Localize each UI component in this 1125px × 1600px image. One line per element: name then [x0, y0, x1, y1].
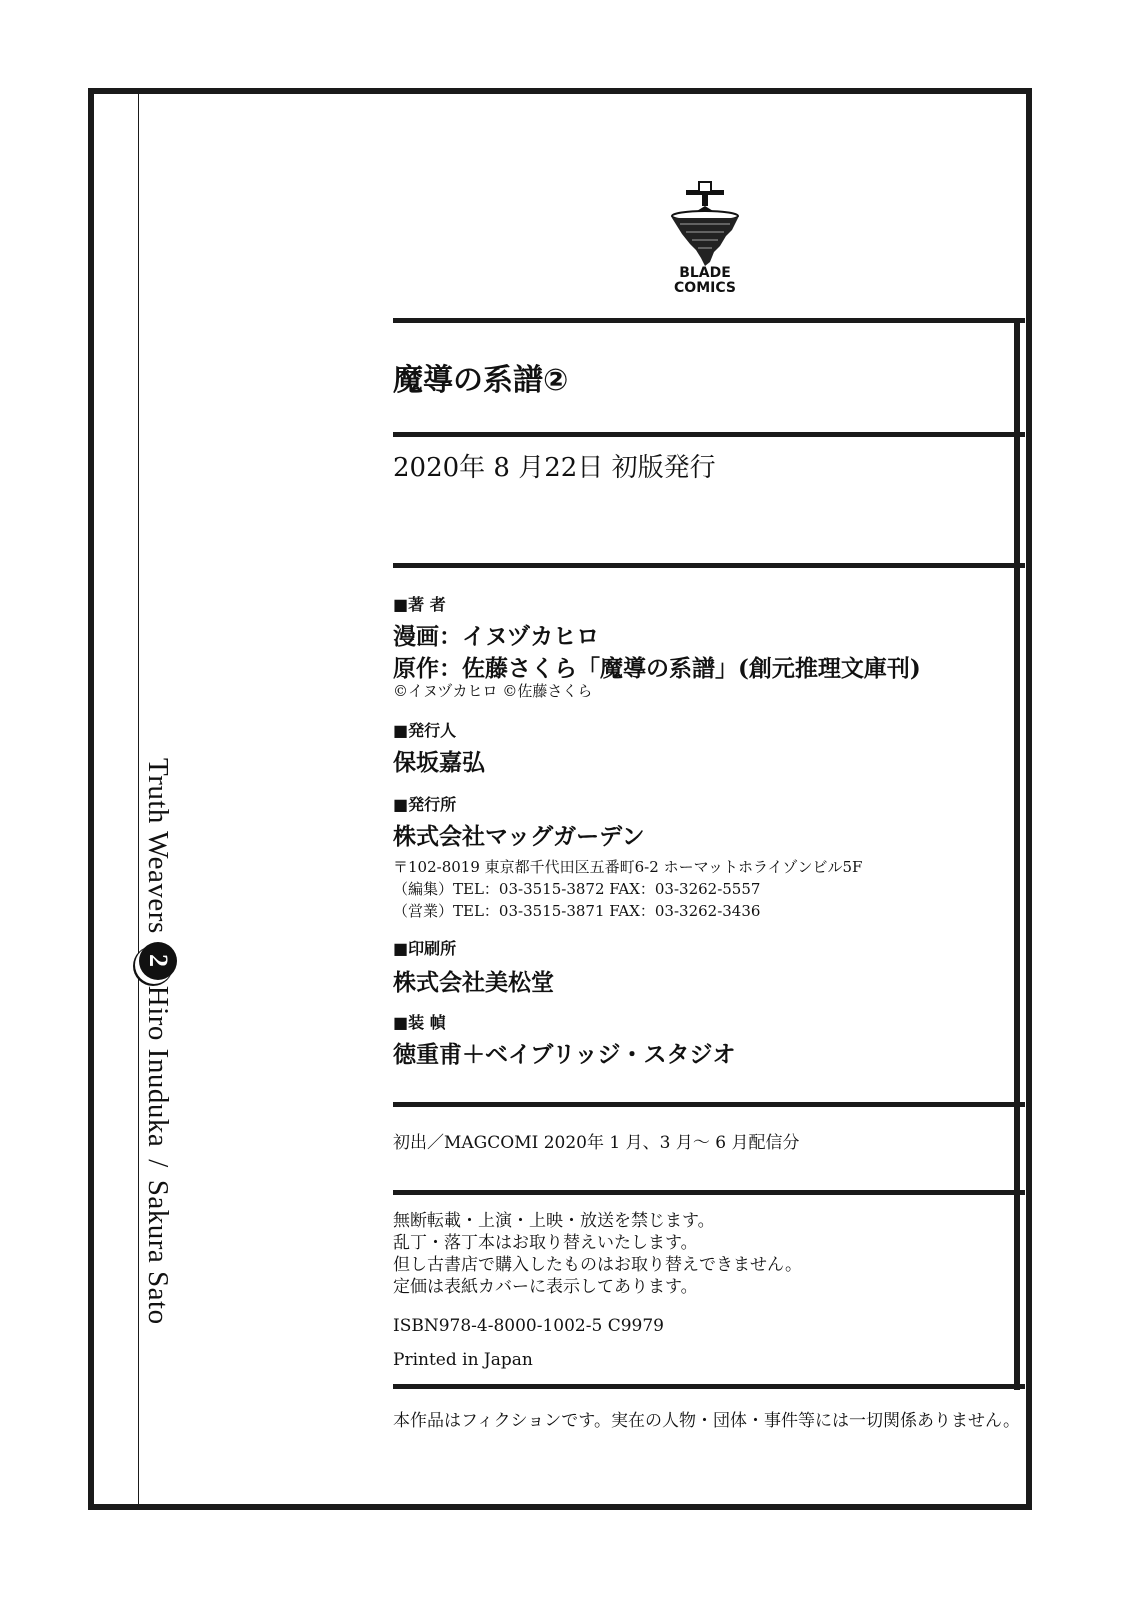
floating-island-icon	[660, 180, 750, 266]
first-published: 初出／MAGCOMI 2020年 1 月、3 月～ 6 月配信分	[393, 1133, 800, 1153]
publisher-person-name: 保坂嘉弘	[393, 749, 485, 776]
divider-1	[393, 318, 1025, 323]
book-title: 魔導の系譜②	[393, 363, 569, 398]
divider-v-3	[1014, 563, 1020, 1108]
divider-5	[393, 1190, 1025, 1195]
logo-line-1: BLADE	[679, 265, 731, 281]
publisher-label: ■発行所	[393, 795, 457, 814]
spine	[138, 758, 178, 1478]
divider-v-1	[1014, 318, 1020, 438]
release-date: 2020年 8 月22日 初版発行	[393, 453, 716, 483]
publisher-editorial: （編集）TEL：03-3515-3872 FAX：03-3262-5557	[393, 880, 761, 898]
isbn: ISBN978-4-8000-1002-5 C9979	[393, 1316, 664, 1336]
notice-2: 乱丁・落丁本はお取り替えいたします。	[393, 1233, 698, 1253]
printer-name: 株式会社美松堂	[393, 969, 554, 996]
spine-separator: /	[142, 1159, 175, 1168]
spine-original-author: Sakura Sato	[142, 1179, 175, 1325]
logo-line-2: COMICS	[674, 280, 736, 296]
blade-comics-logo	[660, 180, 750, 298]
divider-2	[393, 432, 1025, 437]
spine-volume-badge: 2	[139, 942, 177, 980]
publisher-person-label: ■発行人	[393, 721, 457, 740]
spine-author: Hiro Inuduka	[142, 985, 175, 1148]
printed-in: Printed in Japan	[393, 1350, 533, 1370]
publisher-name: 株式会社マッグガーデン	[393, 823, 645, 850]
divider-v-4	[1014, 1102, 1020, 1198]
publisher-sales: （営業）TEL：03-3515-3871 FAX：03-3262-3436	[393, 902, 761, 920]
copyright: ©イヌヅカヒロ ©佐藤さくら	[393, 682, 593, 700]
logo-text	[660, 266, 750, 296]
original-credit: 原作：佐藤さくら「魔導の系譜」(創元推理文庫刊)	[393, 655, 921, 682]
publisher-address: 〒102-8019 東京都千代田区五番町6-2 ホーマットホライゾンビル5F	[393, 858, 863, 876]
manga-credit: 漫画：イヌヅカヒロ	[393, 623, 600, 650]
divider-v-5	[1014, 1190, 1020, 1390]
divider-6	[393, 1384, 1025, 1389]
notice-1: 無断転載・上演・上映・放送を禁じます。	[393, 1211, 715, 1231]
notice-3: 但し古書店で購入したものはお取り替えできません。	[393, 1255, 803, 1275]
notice-4: 定価は表紙カバーに表示してあります。	[393, 1277, 698, 1297]
printer-label: ■印刷所	[393, 939, 457, 958]
divider-v-2	[1014, 432, 1020, 572]
spine-text	[138, 758, 178, 1325]
design-name: 徳重甫＋ベイブリッジ・スタジオ	[393, 1041, 736, 1068]
fiction-notice: 本作品はフィクションです。実在の人物・団体・事件等には一切関係ありません。	[393, 1411, 1020, 1431]
design-label: ■装 幀	[393, 1013, 446, 1032]
divider-4	[393, 1102, 1025, 1107]
divider-3	[393, 563, 1025, 568]
spine-title: Truth Weavers	[142, 758, 175, 934]
authors-label: ■著 者	[393, 595, 446, 614]
